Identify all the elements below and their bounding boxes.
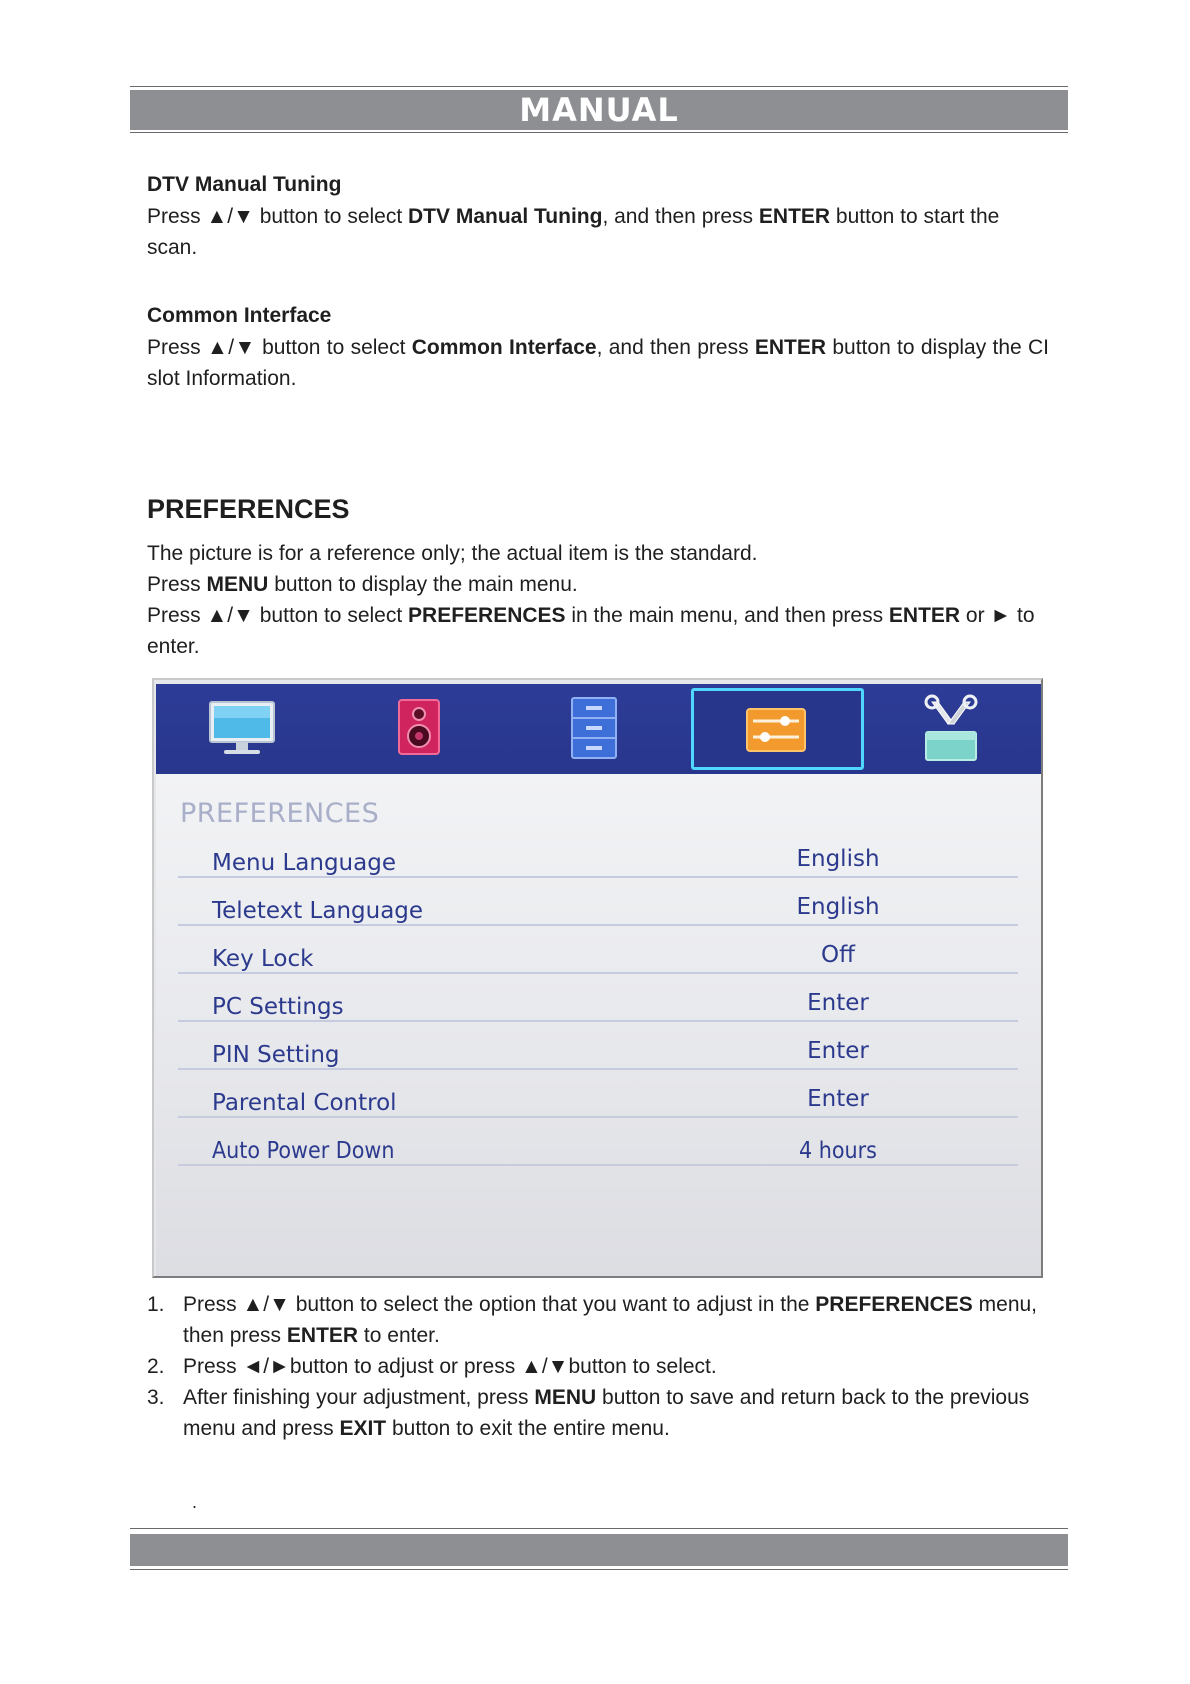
footer-band	[130, 1534, 1068, 1566]
menu-item-label: PC Settings	[212, 994, 344, 1020]
menu-item-value: 4 hours	[799, 1138, 877, 1164]
menu-item-key-lock[interactable]	[178, 926, 1018, 974]
tab-picture[interactable]	[156, 684, 331, 774]
menu-item-menu-language[interactable]	[178, 830, 1018, 878]
step-text-e: button to exit the entire menu.	[386, 1417, 670, 1440]
tab-preferences[interactable]	[691, 688, 864, 770]
menu-item-pc-settings[interactable]	[178, 974, 1018, 1022]
dtv-bold-2: ENTER	[758, 205, 831, 228]
menu-item-pin-setting[interactable]	[178, 1022, 1018, 1070]
step-text-d: EXIT	[339, 1417, 387, 1440]
ci-heading: Common Interface	[147, 304, 332, 327]
speaker-icon	[397, 698, 441, 760]
tv-menu-body	[156, 774, 1041, 1276]
list-item	[147, 1351, 1047, 1382]
menu-item-label: Menu Language	[212, 850, 396, 876]
row-divider	[178, 1164, 1018, 1166]
ci-bold-1: Common Interface	[411, 336, 597, 359]
menu-item-label: Parental Control	[212, 1090, 397, 1116]
step-text-a: After finishing your adjustment, press	[183, 1386, 535, 1409]
dtv-text-2: , and then press	[602, 205, 759, 228]
intro-line-2-c: button to display the main menu.	[268, 573, 578, 596]
intro-line-3-d: ENTER	[888, 604, 961, 627]
step-text-e: to enter.	[358, 1324, 440, 1347]
dtv-paragraph	[147, 201, 1047, 263]
instruction-steps	[147, 1289, 1047, 1444]
intro-line-2	[147, 569, 1047, 600]
ci-text-3: button to display the CI slot Information.	[147, 336, 1050, 390]
step-text-b: PREFERENCES	[815, 1293, 973, 1316]
header-rule-top	[130, 86, 1068, 87]
step-number: 3.	[147, 1386, 165, 1409]
intro-line-3-c: in the main menu, and then press	[565, 604, 889, 627]
intro-line-2-a: Press	[147, 573, 207, 596]
intro-line-3-b: PREFERENCES	[408, 604, 566, 627]
intro-line-2-b: MENU	[206, 573, 269, 596]
page-title: MANUAL	[519, 91, 679, 129]
step-text-c: menu, then press	[183, 1293, 1038, 1347]
step-text-a: Press ▲/▼ button to select the option that you want to adjust in the	[183, 1293, 816, 1316]
tv-menu-screenshot	[152, 678, 1043, 1278]
intro-line-3	[147, 600, 1047, 662]
footer-rule-top	[130, 1528, 1068, 1529]
menu-item-label: Auto Power Down	[212, 1138, 395, 1164]
header-band	[130, 90, 1068, 130]
menu-item-value: English	[796, 846, 880, 872]
menu-item-value: Off	[821, 942, 855, 968]
dtv-heading: DTV Manual Tuning	[147, 173, 342, 196]
tab-channel[interactable]	[506, 684, 681, 774]
intro-line-3-a: Press ▲/▼ button to select	[147, 604, 409, 627]
step-number: 2.	[147, 1355, 165, 1378]
tab-sound[interactable]	[331, 684, 506, 774]
header-rule-bottom	[130, 132, 1068, 133]
menu-item-label: Key Lock	[212, 946, 314, 972]
dtv-text-1: Press ▲/▼ button to select	[147, 205, 409, 228]
menu-item-value: English	[796, 894, 880, 920]
ci-text-2: , and then press	[596, 336, 755, 359]
intro-line-3-e: or ► to enter.	[147, 604, 1035, 658]
menu-item-auto-power-down[interactable]	[178, 1118, 1018, 1166]
step-number: 1.	[147, 1293, 165, 1316]
footer-dot: .	[192, 1492, 198, 1512]
tv-menu-title: PREFERENCES	[180, 798, 380, 829]
ci-text-1: Press ▲/▼ button to select	[147, 336, 412, 359]
step-text-d: ENTER	[286, 1324, 359, 1347]
list-item	[147, 1382, 1047, 1444]
menu-item-value: Enter	[807, 990, 869, 1016]
tools-icon	[918, 694, 984, 764]
tv-menu-tabbar	[156, 684, 1041, 774]
menu-item-teletext-language[interactable]	[178, 878, 1018, 926]
menu-item-label: PIN Setting	[212, 1042, 340, 1068]
preferences-intro	[147, 538, 1047, 662]
monitor-icon	[208, 700, 276, 758]
intro-line-1: The picture is for a reference only; the actual item is the standard.	[147, 542, 758, 565]
tab-setup[interactable]	[864, 684, 1041, 774]
menu-item-value: Enter	[807, 1038, 869, 1064]
cabinet-icon	[568, 696, 620, 762]
dtv-bold-1: DTV Manual Tuning	[408, 205, 603, 228]
menu-item-label: Teletext Language	[212, 898, 424, 924]
step-text-b: MENU	[534, 1386, 597, 1409]
step-text-c: button to save and return back to the previous menu and press	[183, 1386, 1030, 1440]
menu-item-value: Enter	[807, 1086, 869, 1112]
ci-paragraph	[147, 332, 1049, 394]
step-text-a: Press ◄/►button to adjust or press ▲/▼button to select.	[183, 1355, 717, 1378]
list-item	[147, 1289, 1047, 1351]
dtv-text-3: button to start the scan.	[147, 205, 1000, 259]
menu-item-parental-control[interactable]	[178, 1070, 1018, 1118]
sliders-icon	[745, 707, 807, 753]
footer-rule-bottom	[130, 1569, 1068, 1570]
preferences-heading: PREFERENCES	[147, 494, 350, 524]
ci-bold-2: ENTER	[754, 336, 827, 359]
